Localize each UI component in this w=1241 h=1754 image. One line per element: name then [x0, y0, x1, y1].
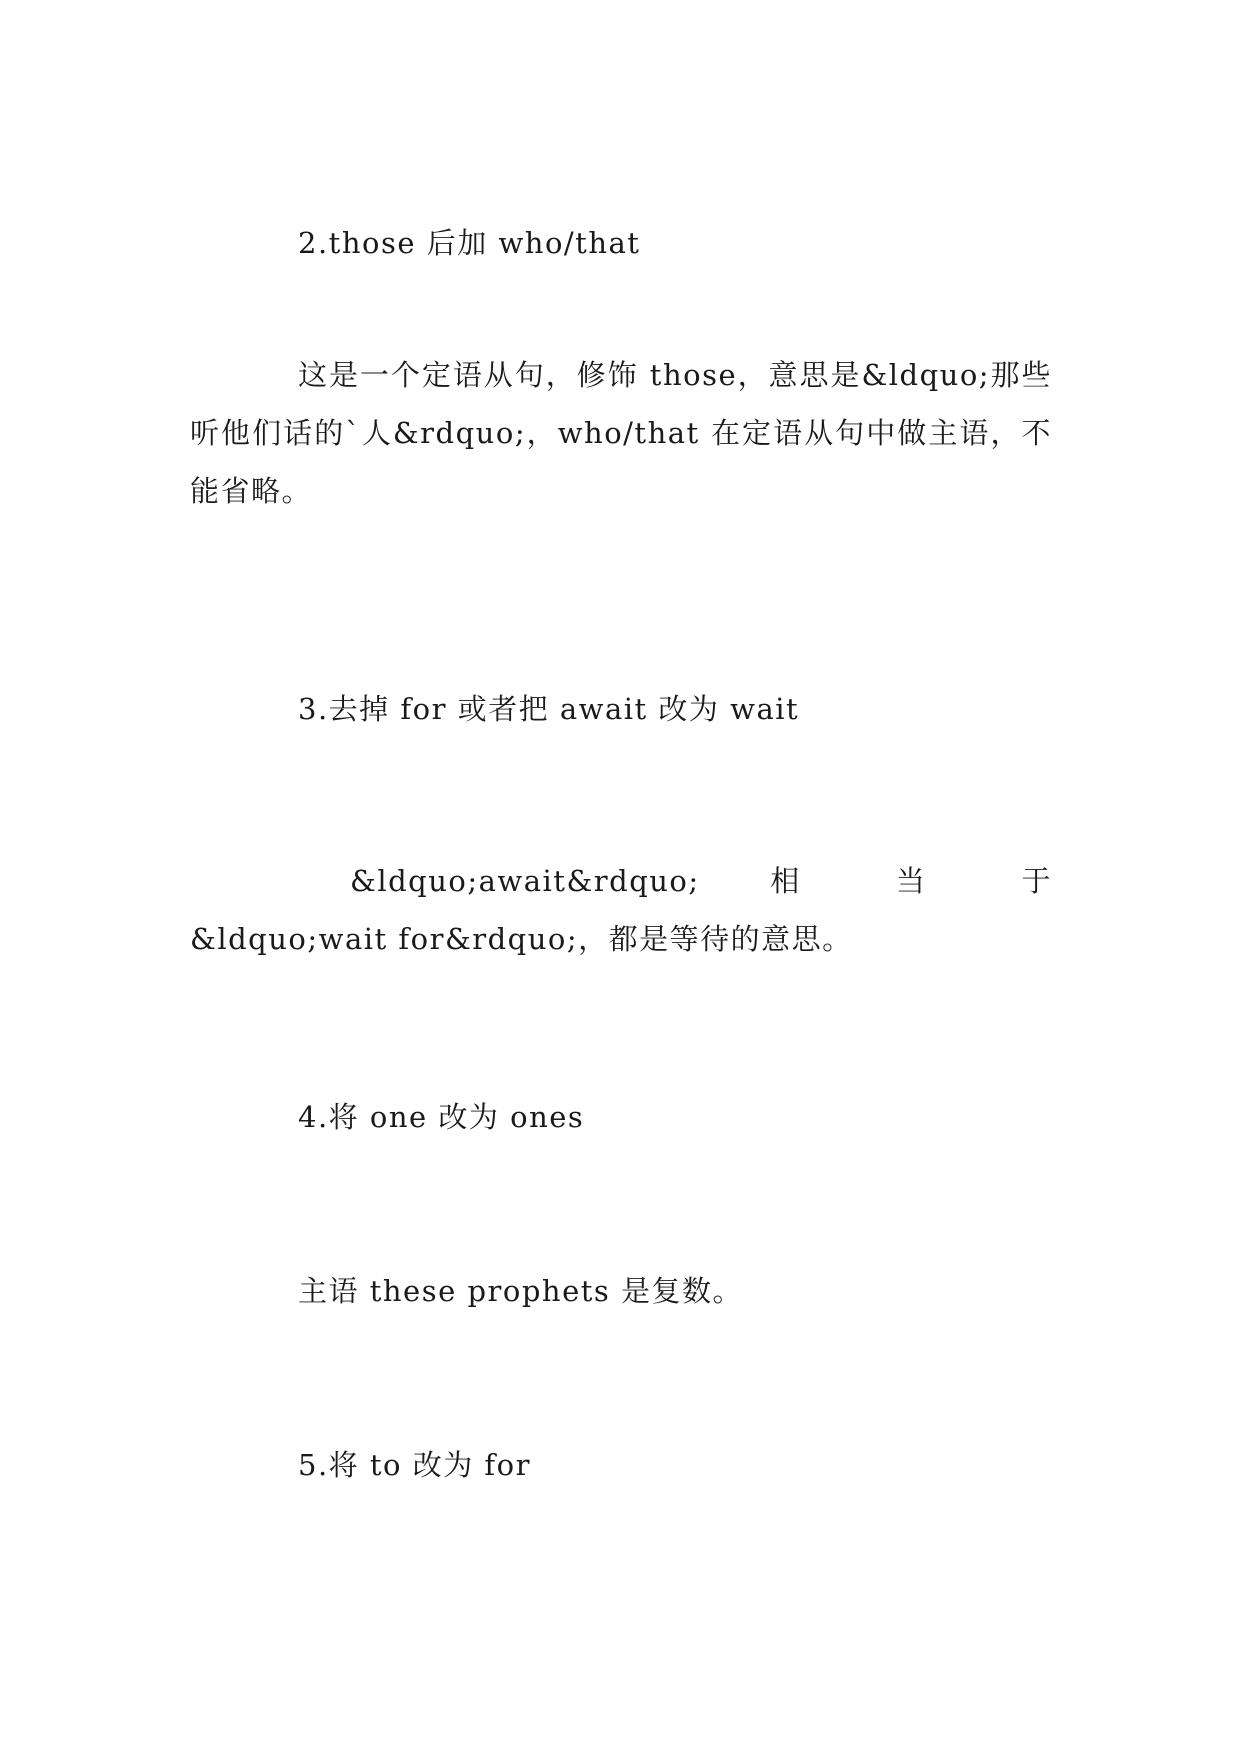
paragraph-heading-3: 3.去掉 for 或者把 await 改为 wait	[298, 692, 800, 726]
paragraph-heading-2: 2.those 后加 who/that	[298, 226, 641, 260]
paragraph-explanation-3: &ldquo;await&rdquo; 相 当 于 &ldquo;wait for&rdquo;，都是等待的意思。	[190, 864, 1074, 956]
paragraph-explanation-2: 这是一个定语从句，修饰 those，意思是&ldquo;那些听他们话的`人&rdquo;，who/that 在定语从句中做主语，不能省略。	[190, 358, 1052, 508]
paragraph-explanation-4: 主语 these prophets 是复数。	[298, 1274, 744, 1308]
paragraph-heading-4: 4.将 one 改为 ones	[298, 1100, 585, 1134]
paragraph-heading-5: 5.将 to 改为 for	[298, 1448, 531, 1482]
